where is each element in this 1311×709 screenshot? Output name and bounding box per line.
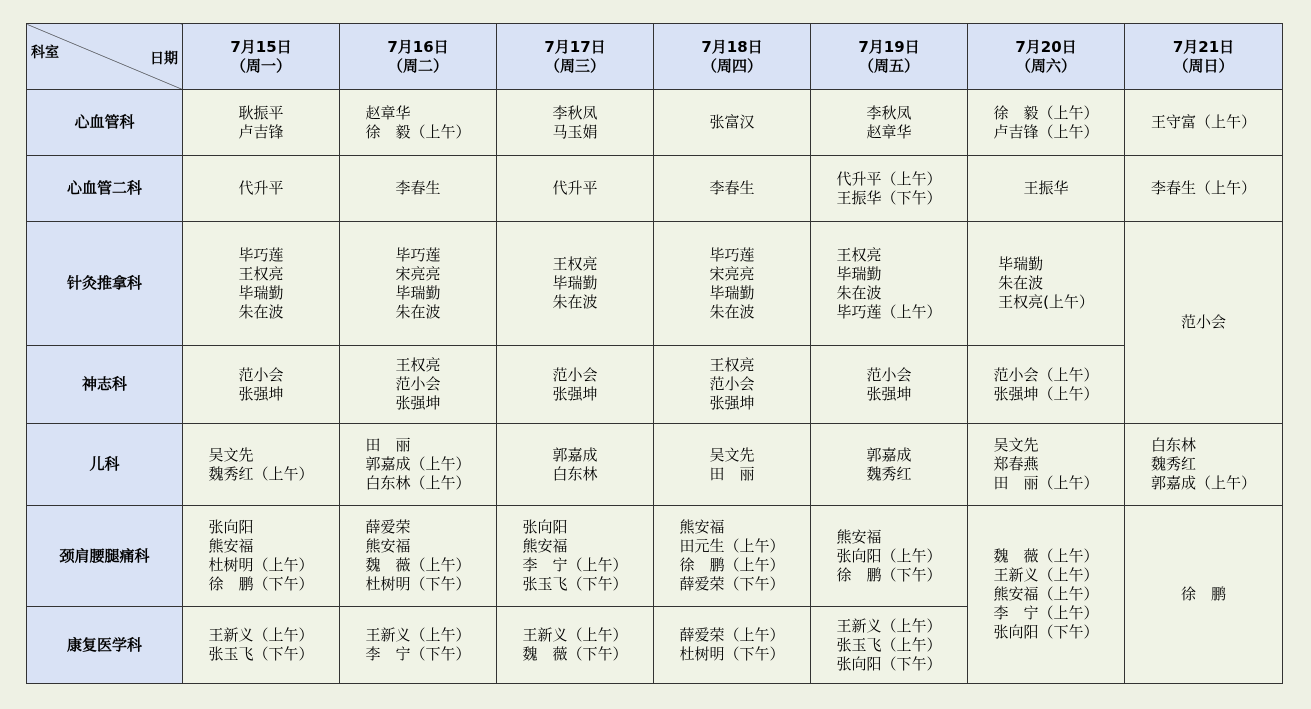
doctor-name: 徐 鹏（下午） bbox=[208, 575, 314, 593]
doctor-name: 毕瑞勤 bbox=[552, 274, 598, 292]
duty-cell bbox=[340, 346, 497, 424]
doctor-name: 毕瑞勤 bbox=[238, 283, 284, 302]
duty-names bbox=[993, 436, 1098, 493]
doctor-name: 王新义（上午） bbox=[522, 626, 628, 644]
duty-cell bbox=[654, 222, 811, 346]
duty-names bbox=[522, 518, 627, 594]
duty-cell bbox=[654, 156, 811, 222]
duty-cell bbox=[654, 607, 811, 684]
doctor-name: 毕瑞勤 bbox=[998, 255, 1044, 273]
duty-cell bbox=[497, 346, 654, 424]
doctor-name: 张向阳（上午） bbox=[836, 546, 942, 565]
doctor-name: 李 宁（上午） bbox=[993, 604, 1099, 622]
duty-cell bbox=[497, 222, 654, 346]
doctor-name: 郭嘉成 bbox=[552, 445, 598, 464]
duty-names bbox=[1151, 179, 1256, 198]
duty-cell bbox=[497, 90, 654, 156]
corner-header-cell bbox=[27, 24, 183, 90]
duty-names bbox=[1181, 313, 1226, 332]
duty-names bbox=[208, 518, 313, 594]
dept-cell: 颈肩腰腿痛科 bbox=[27, 506, 183, 607]
duty-names bbox=[395, 356, 440, 413]
duty-names bbox=[1151, 436, 1256, 493]
doctor-name: 毕瑞勤 bbox=[709, 283, 755, 302]
doctor-name: 王新义（上午） bbox=[993, 566, 1099, 584]
doctor-name: 张富汉 bbox=[709, 113, 755, 131]
weekday-text: （周六） bbox=[1015, 56, 1076, 75]
duty-names bbox=[238, 246, 283, 322]
doctor-name: 徐 鹏（下午） bbox=[836, 565, 942, 584]
doctor-name: 王权亮 bbox=[709, 356, 755, 374]
date-text: 7月15日 bbox=[230, 37, 292, 56]
duty-names bbox=[238, 179, 283, 198]
doctor-name: 王守富（上午） bbox=[1150, 113, 1256, 131]
doctor-name: 张强坤 bbox=[552, 384, 598, 403]
doctor-name: 朱在波 bbox=[552, 293, 598, 311]
doctor-name: 李春生 bbox=[395, 179, 441, 197]
duty-cell bbox=[1125, 156, 1283, 222]
duty-cell bbox=[968, 156, 1125, 222]
doctor-name: 徐 鹏 bbox=[1180, 585, 1226, 603]
doctor-name: 张强坤 bbox=[395, 394, 441, 412]
doctor-name: 熊安福 bbox=[208, 537, 254, 555]
doctor-name: 白东林 bbox=[1150, 436, 1196, 454]
doctor-name: 张向阳（下午） bbox=[993, 623, 1099, 641]
doctor-name: 王新义（上午） bbox=[365, 626, 471, 644]
duty-cell bbox=[654, 424, 811, 506]
duty-cell bbox=[340, 506, 497, 607]
duty-names bbox=[836, 170, 941, 208]
duty-cell bbox=[183, 346, 340, 424]
doctor-name: 张强坤 bbox=[238, 384, 284, 403]
duty-names bbox=[836, 617, 941, 674]
duty-names bbox=[1023, 179, 1068, 198]
doctor-name: 王权亮(上午） bbox=[998, 293, 1094, 311]
duty-names bbox=[365, 626, 470, 664]
doctor-name: 张向阳（下午） bbox=[836, 654, 942, 673]
duty-cell bbox=[497, 156, 654, 222]
doctor-name: 魏秀红 bbox=[866, 464, 912, 483]
duty-names bbox=[1181, 585, 1226, 604]
duty-names bbox=[552, 366, 597, 404]
doctor-name: 朱在波 bbox=[709, 302, 755, 321]
duty-names bbox=[993, 547, 1098, 642]
duty-names bbox=[208, 446, 313, 484]
doctor-name: 耿振平 bbox=[238, 103, 284, 122]
doctor-name: 王新义（上午） bbox=[836, 616, 942, 635]
duty-names bbox=[709, 446, 754, 484]
doctor-name: 张玉飞（下午） bbox=[522, 575, 628, 593]
doctor-name: 吴文先 bbox=[208, 445, 254, 464]
dept-cell: 针灸推拿科 bbox=[27, 222, 183, 346]
doctor-name: 宋亮亮 bbox=[709, 264, 755, 283]
doctor-name: 毕巧莲 bbox=[709, 245, 755, 264]
duty-cell bbox=[968, 90, 1125, 156]
duty-cell bbox=[654, 506, 811, 607]
doctor-name: 毕瑞勤 bbox=[395, 283, 441, 302]
duty-cell bbox=[183, 222, 340, 346]
doctor-name: 李春生（上午） bbox=[1150, 179, 1256, 197]
duty-cell bbox=[968, 346, 1125, 424]
duty-cell bbox=[183, 607, 340, 684]
doctor-name: 范小会 bbox=[709, 375, 755, 393]
doctor-name: 范小会 bbox=[866, 365, 912, 384]
duty-cell-merged bbox=[1125, 506, 1283, 684]
duty-names bbox=[836, 528, 941, 585]
doctor-name: 朱在波 bbox=[998, 274, 1044, 292]
duty-cell bbox=[183, 424, 340, 506]
doctor-name: 魏 薇（上午） bbox=[365, 556, 471, 574]
table-row bbox=[27, 156, 1283, 222]
doctor-name: 王振华 bbox=[1023, 179, 1069, 197]
duty-names bbox=[552, 179, 597, 198]
duty-names bbox=[238, 104, 283, 142]
doctor-name: 王权亮 bbox=[836, 245, 882, 264]
duty-names bbox=[998, 255, 1094, 312]
doctor-name: 王权亮 bbox=[238, 264, 284, 283]
doctor-name: 田 丽 bbox=[365, 436, 411, 454]
doctor-name: 朱在波 bbox=[395, 302, 441, 321]
duty-cell bbox=[340, 222, 497, 346]
table-row bbox=[27, 506, 1283, 607]
doctor-name: 熊安福（上午） bbox=[993, 585, 1099, 603]
duty-names bbox=[836, 246, 941, 322]
table-row bbox=[27, 346, 1283, 424]
doctor-name: 卢吉锋（上午） bbox=[993, 122, 1099, 141]
doctor-name: 杜树明（下午） bbox=[365, 575, 471, 593]
duty-names bbox=[993, 366, 1098, 404]
doctor-name: 赵章华 bbox=[866, 122, 912, 141]
duty-cell bbox=[811, 506, 968, 607]
doctor-name: 张强坤 bbox=[866, 384, 912, 403]
doctor-name: 杜树明（下午） bbox=[679, 645, 785, 663]
duty-cell bbox=[1125, 424, 1283, 506]
date-text: 7月16日 bbox=[387, 37, 449, 56]
date-text: 7月19日 bbox=[858, 37, 920, 56]
doctor-name: 白东林 bbox=[552, 464, 598, 483]
duty-cell bbox=[1125, 90, 1283, 156]
doctor-name: 毕巧莲（上午） bbox=[836, 302, 942, 321]
doctor-name: 田 丽（上午） bbox=[993, 474, 1099, 492]
date-header-1 bbox=[340, 24, 497, 90]
duty-names bbox=[552, 104, 597, 142]
duty-names bbox=[993, 104, 1098, 142]
doctor-name: 朱在波 bbox=[238, 302, 284, 321]
doctor-name: 朱在波 bbox=[836, 283, 882, 302]
doctor-name: 宋亮亮 bbox=[395, 264, 441, 283]
weekday-text: （周五） bbox=[858, 56, 919, 75]
weekday-text: （周二） bbox=[387, 56, 448, 75]
dept-label: 科室 bbox=[31, 45, 59, 61]
doctor-name: 卢吉锋 bbox=[238, 122, 284, 141]
doctor-name: 王振华（下午） bbox=[836, 188, 942, 207]
weekday-text: （周一） bbox=[230, 56, 291, 75]
dept-cell: 心血管二科 bbox=[27, 156, 183, 222]
duty-cell bbox=[340, 156, 497, 222]
doctor-name: 王新义（上午） bbox=[208, 626, 314, 644]
doctor-name: 张玉飞（下午） bbox=[208, 645, 314, 663]
duty-schedule-table bbox=[26, 23, 1283, 684]
doctor-name: 李秋凤 bbox=[866, 103, 912, 122]
date-header-5 bbox=[968, 24, 1125, 90]
doctor-name: 薛爱荣（下午） bbox=[679, 575, 785, 593]
duty-names bbox=[522, 626, 627, 664]
doctor-name: 赵章华 bbox=[365, 103, 411, 122]
duty-names bbox=[395, 179, 440, 198]
doctor-name: 田元生（上午） bbox=[679, 537, 785, 555]
duty-names bbox=[1151, 113, 1256, 132]
date-text: 7月18日 bbox=[701, 37, 763, 56]
doctor-name: 薛爱荣（上午） bbox=[679, 626, 785, 644]
doctor-name: 熊安福 bbox=[679, 518, 725, 536]
doctor-name: 魏 薇（下午） bbox=[522, 645, 628, 663]
doctor-name: 毕巧莲 bbox=[395, 245, 441, 264]
date-header-2 bbox=[497, 24, 654, 90]
duty-names bbox=[238, 366, 283, 404]
duty-names bbox=[552, 255, 597, 312]
doctor-name: 郭嘉成 bbox=[866, 445, 912, 464]
doctor-name: 张向阳 bbox=[522, 518, 568, 536]
doctor-name: 李 宁（上午） bbox=[522, 556, 628, 574]
duty-names bbox=[365, 436, 470, 493]
duty-cell bbox=[811, 607, 968, 684]
doctor-name: 徐 毅（上午） bbox=[365, 122, 471, 141]
duty-names bbox=[866, 104, 911, 142]
date-header-3 bbox=[654, 24, 811, 90]
duty-names bbox=[679, 518, 784, 594]
doctor-name: 范小会 bbox=[238, 365, 284, 384]
doctor-name: 徐 鹏（上午） bbox=[679, 556, 785, 574]
duty-names bbox=[866, 366, 911, 404]
doctor-name: 魏秀红（上午） bbox=[208, 464, 314, 483]
duty-cell bbox=[968, 424, 1125, 506]
doctor-name: 张向阳 bbox=[208, 518, 254, 536]
date-header-0 bbox=[183, 24, 340, 90]
doctor-name: 李秋凤 bbox=[552, 103, 598, 122]
duty-names bbox=[866, 446, 911, 484]
duty-cell bbox=[811, 156, 968, 222]
doctor-name: 田 丽 bbox=[709, 464, 755, 483]
doctor-name: 郭嘉成（上午） bbox=[365, 455, 471, 473]
duty-names bbox=[365, 104, 470, 142]
duty-cell bbox=[497, 607, 654, 684]
doctor-name: 毕瑞勤 bbox=[836, 264, 882, 283]
duty-cell bbox=[183, 506, 340, 607]
doctor-name: 杜树明（上午） bbox=[208, 556, 314, 574]
doctor-name: 魏 薇（上午） bbox=[993, 547, 1099, 565]
dept-cell: 心血管科 bbox=[27, 90, 183, 156]
duty-names bbox=[709, 179, 754, 198]
doctor-name: 代升平 bbox=[552, 179, 598, 197]
duty-cell bbox=[811, 222, 968, 346]
doctor-name: 薛爱荣 bbox=[365, 518, 411, 536]
duty-cell bbox=[183, 90, 340, 156]
date-text: 7月20日 bbox=[1015, 37, 1077, 56]
duty-cell bbox=[968, 222, 1125, 346]
doctor-name: 马玉娟 bbox=[552, 122, 598, 141]
table-row bbox=[27, 90, 1283, 156]
duty-cell bbox=[654, 346, 811, 424]
duty-cell bbox=[183, 156, 340, 222]
doctor-name: 张强坤（上午） bbox=[993, 384, 1099, 403]
duty-names bbox=[709, 356, 754, 413]
doctor-name: 毕巧莲 bbox=[238, 245, 284, 264]
doctor-name: 熊安福 bbox=[365, 537, 411, 555]
dept-cell: 儿科 bbox=[27, 424, 183, 506]
dept-cell: 康复医学科 bbox=[27, 607, 183, 684]
doctor-name: 代升平（上午） bbox=[836, 169, 942, 188]
duty-names bbox=[679, 626, 784, 664]
header-row bbox=[27, 24, 1283, 90]
dept-cell: 神志科 bbox=[27, 346, 183, 424]
doctor-name: 张强坤 bbox=[709, 394, 755, 412]
doctor-name: 熊安福 bbox=[836, 527, 882, 546]
doctor-name: 范小会 bbox=[395, 375, 441, 393]
table-row bbox=[27, 222, 1283, 346]
duty-cell bbox=[497, 424, 654, 506]
duty-names bbox=[208, 626, 313, 664]
duty-names bbox=[709, 113, 754, 132]
doctor-name: 魏秀红 bbox=[1150, 455, 1196, 473]
doctor-name: 白东林（上午） bbox=[365, 474, 471, 492]
doctor-name: 李春生 bbox=[709, 179, 755, 197]
duty-names bbox=[709, 246, 754, 322]
duty-cell bbox=[811, 424, 968, 506]
doctor-name: 郑春燕 bbox=[993, 455, 1039, 473]
duty-cell-merged bbox=[968, 506, 1125, 684]
duty-cell bbox=[654, 90, 811, 156]
doctor-name: 熊安福 bbox=[522, 537, 568, 555]
doctor-name: 范小会 bbox=[552, 365, 598, 384]
duty-cell bbox=[340, 90, 497, 156]
duty-cell-merged bbox=[1125, 222, 1283, 424]
duty-cell bbox=[340, 424, 497, 506]
doctor-name: 吴文先 bbox=[993, 436, 1039, 454]
table-row bbox=[27, 424, 1283, 506]
duty-cell bbox=[497, 506, 654, 607]
doctor-name: 郭嘉成（上午） bbox=[1150, 474, 1256, 492]
date-label: 日期 bbox=[150, 51, 178, 67]
doctor-name: 王权亮 bbox=[552, 255, 598, 273]
doctor-name: 范小会 bbox=[1180, 313, 1226, 331]
weekday-text: （周日） bbox=[1173, 56, 1234, 75]
duty-cell bbox=[811, 346, 968, 424]
doctor-name: 范小会（上午） bbox=[993, 365, 1099, 384]
date-header-4 bbox=[811, 24, 968, 90]
date-header-6 bbox=[1125, 24, 1283, 90]
weekday-text: （周四） bbox=[701, 56, 762, 75]
date-text: 7月21日 bbox=[1172, 37, 1235, 56]
doctor-name: 代升平 bbox=[238, 179, 284, 197]
date-text: 7月17日 bbox=[544, 37, 606, 56]
doctor-name: 吴文先 bbox=[709, 445, 755, 464]
duty-cell bbox=[340, 607, 497, 684]
weekday-text: （周三） bbox=[544, 56, 605, 75]
doctor-name: 李 宁（下午） bbox=[365, 645, 471, 663]
duty-cell bbox=[811, 90, 968, 156]
duty-names bbox=[365, 518, 470, 594]
doctor-name: 王权亮 bbox=[395, 356, 441, 374]
duty-names bbox=[395, 246, 440, 322]
doctor-name: 张玉飞（上午） bbox=[836, 635, 942, 654]
doctor-name: 徐 毅（上午） bbox=[993, 103, 1099, 122]
duty-names bbox=[552, 446, 597, 484]
